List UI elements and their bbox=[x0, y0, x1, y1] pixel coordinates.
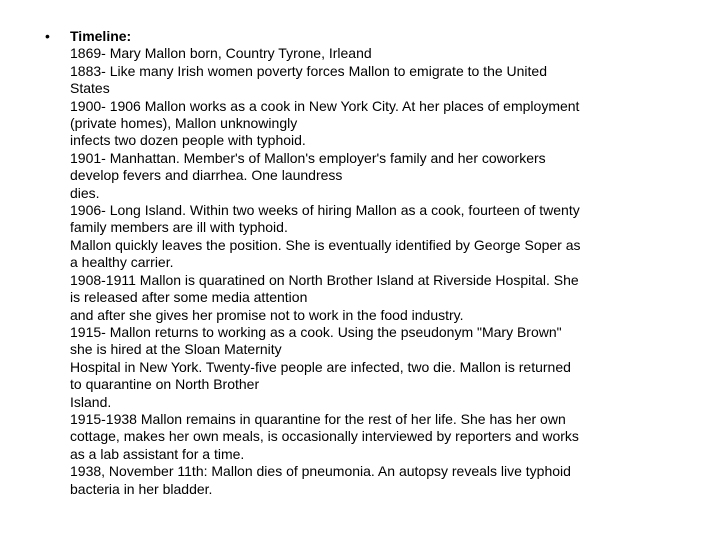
timeline-line: bacteria in her bladder. bbox=[70, 480, 213, 497]
timeline-line: Mallon quickly leaves the position. She is eventually identified by George Soper as bbox=[70, 236, 581, 253]
timeline-line: States bbox=[70, 80, 110, 97]
timeline-line: she is hired at the Sloan Maternity bbox=[70, 341, 282, 358]
timeline-line: as a lab assistant for a time. bbox=[70, 445, 245, 462]
timeline-line: 1869- Mary Mallon born, Country Tyrone, Irleand bbox=[70, 45, 372, 62]
timeline-line: 1915- Mallon returns to working as a cook. Using the pseudonym "Mary Brown" bbox=[70, 323, 562, 340]
timeline-line: Island. bbox=[70, 393, 112, 410]
timeline-line: infects two dozen people with typhoid. bbox=[70, 132, 306, 149]
timeline-line: cottage, makes her own meals, is occasionally interviewed by reporters and works bbox=[70, 428, 579, 445]
timeline-line: 1938, November 11th: Mallon dies of pneumonia. An autopsy reveals live typhoid bbox=[70, 463, 571, 480]
timeline-line: 1915-1938 Mallon remains in quarantine for the rest of her life. She has her own bbox=[70, 410, 566, 427]
timeline-line: Hospital in New York. Twenty-five people are infected, two die. Mallon is returned bbox=[70, 358, 571, 375]
timeline-line: 1883- Like many Irish women poverty forces Mallon to emigrate to the United bbox=[70, 62, 548, 79]
timeline-line: to quarantine on North Brother bbox=[70, 376, 260, 393]
bullet-point: • bbox=[45, 28, 50, 44]
timeline-line: 1900- 1906 Mallon works as a cook in New York City. At her places of employment bbox=[70, 97, 580, 114]
timeline-line: 1901- Manhattan. Member's of Mallon's employer's family and her coworkers bbox=[70, 149, 546, 166]
timeline-line: and after she gives her promise not to work in the food industry. bbox=[70, 306, 464, 323]
timeline-line: (private homes), Mallon unknowingly bbox=[70, 115, 298, 132]
timeline-heading: Timeline: bbox=[70, 28, 132, 44]
timeline-line: is released after some media attention bbox=[70, 289, 308, 306]
timeline-line: 1906- Long Island. Within two weeks of hiring Mallon as a cook, fourteen of twenty bbox=[70, 202, 580, 219]
timeline-line: a healthy carrier. bbox=[70, 254, 174, 271]
timeline-line: 1908-1911 Mallon is quaratined on North Brother Island at Riverside Hospital. She bbox=[70, 271, 579, 288]
timeline-line: develop fevers and diarrhea. One laundress bbox=[70, 167, 343, 184]
timeline-text-block bbox=[70, 28, 710, 498]
timeline-line: dies. bbox=[70, 184, 100, 201]
timeline-line: family members are ill with typhoid. bbox=[70, 219, 288, 236]
